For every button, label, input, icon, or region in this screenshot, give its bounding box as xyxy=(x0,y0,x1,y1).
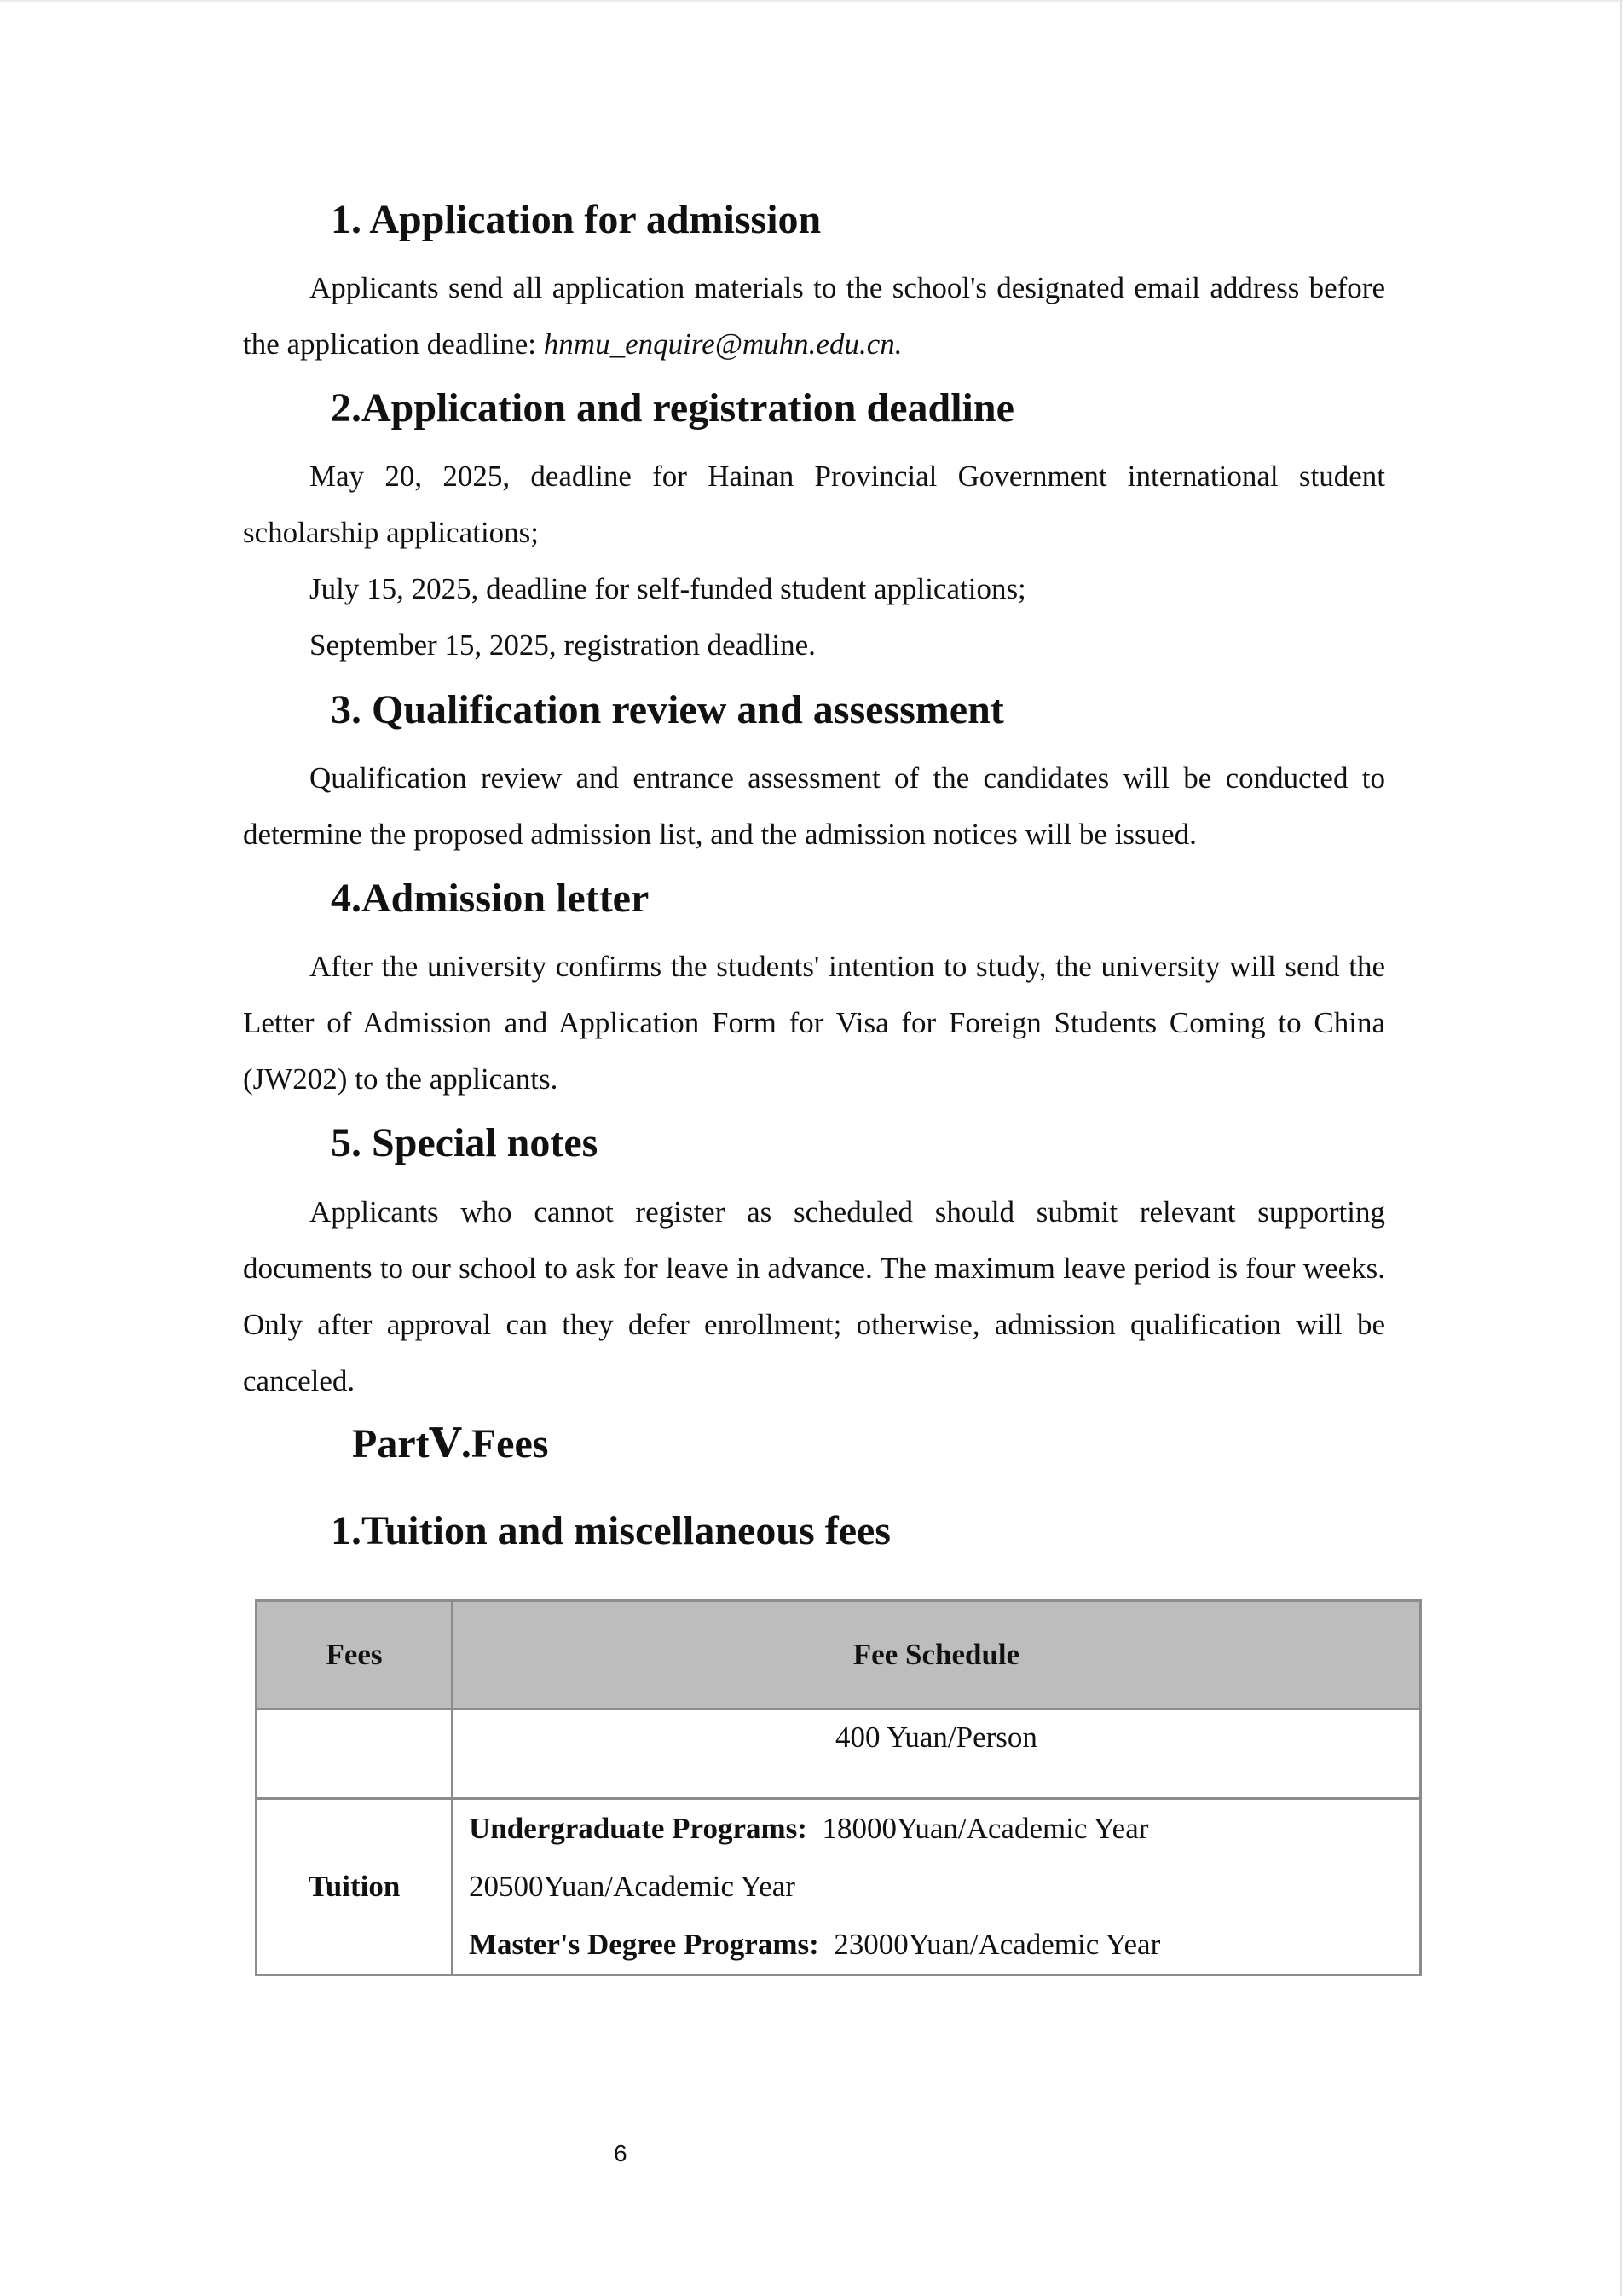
program-fee: 23000Yuan/Academic Year xyxy=(834,1928,1161,1961)
table-row xyxy=(257,1709,1421,1799)
section-1-paragraph xyxy=(243,260,1385,373)
fee-name-cell: Tuition xyxy=(257,1799,453,1975)
section-3-heading: 3. Qualification review and assessment xyxy=(331,687,1004,732)
fee-schedule-cell: 400 Yuan/Person xyxy=(453,1709,1421,1799)
tuition-schedule-cell xyxy=(453,1799,1421,1975)
header-fee-schedule: Fee Schedule xyxy=(453,1601,1421,1709)
section-1-text: Applicants send all application materials to the school's designated email address before the application deadline: xyxy=(243,271,1385,361)
fee-name-cell xyxy=(257,1709,453,1799)
program-label: Master's Degree Programs: xyxy=(469,1928,819,1961)
section-5-paragraph: Applicants who cannot register as scheduled should submit relevant supporting documents to our school to ask for leave in advance. The maximum leave period is four weeks. Only after approval can they defer enrollment; otherwise, admission qualification will be canceled. xyxy=(243,1195,1385,1397)
part-heading: PartⅤ.Fees xyxy=(352,1421,549,1466)
section-2-line-registration: September 15, 2025, registration deadline. xyxy=(309,628,816,662)
program-fee: 20500Yuan/Academic Year xyxy=(469,1870,795,1903)
program-fee: 18000Yuan/Academic Year xyxy=(822,1812,1149,1845)
section-2-heading: 2.Application and registration deadline xyxy=(331,385,1014,431)
section-4-heading: 4.Admission letter xyxy=(331,876,650,921)
fees-table xyxy=(255,1599,1422,1976)
page-top-edge xyxy=(0,0,1623,2)
header-fees: Fees xyxy=(257,1601,453,1709)
email-address: hnmu_enquire@muhn.edu.cn. xyxy=(543,327,903,361)
section-1-heading: 1. Application for admission xyxy=(331,197,822,242)
tuition-line xyxy=(469,1800,1419,1858)
fees-table-header-row xyxy=(257,1601,1421,1709)
tuition-line xyxy=(469,1916,1419,1974)
page-number: 6 xyxy=(614,2140,627,2166)
fees-subsection-heading: 1.Tuition and miscellaneous fees xyxy=(331,1508,891,1553)
section-2-paragraph: May 20, 2025, deadline for Hainan Provincial Government international student scholarship applications; xyxy=(243,460,1385,549)
page-right-edge xyxy=(1620,0,1622,2296)
section-2-line-self-funded: July 15, 2025, deadline for self-funded student applications; xyxy=(309,572,1026,605)
section-5-heading: 5. Special notes xyxy=(331,1120,598,1165)
tuition-line xyxy=(469,1858,1419,1916)
program-label: Undergraduate Programs: xyxy=(469,1812,807,1845)
table-row xyxy=(257,1799,1421,1975)
section-4-paragraph: After the university confirms the students' intention to study, the university will send the Letter of Admission and Application Form for Visa for Foreign Students Coming to China (JW202) to the applicants. xyxy=(243,950,1385,1096)
section-3-paragraph: Qualification review and entrance assessment of the candidates will be conducted to determine the proposed admission list, and the admission notices will be issued. xyxy=(243,761,1385,851)
